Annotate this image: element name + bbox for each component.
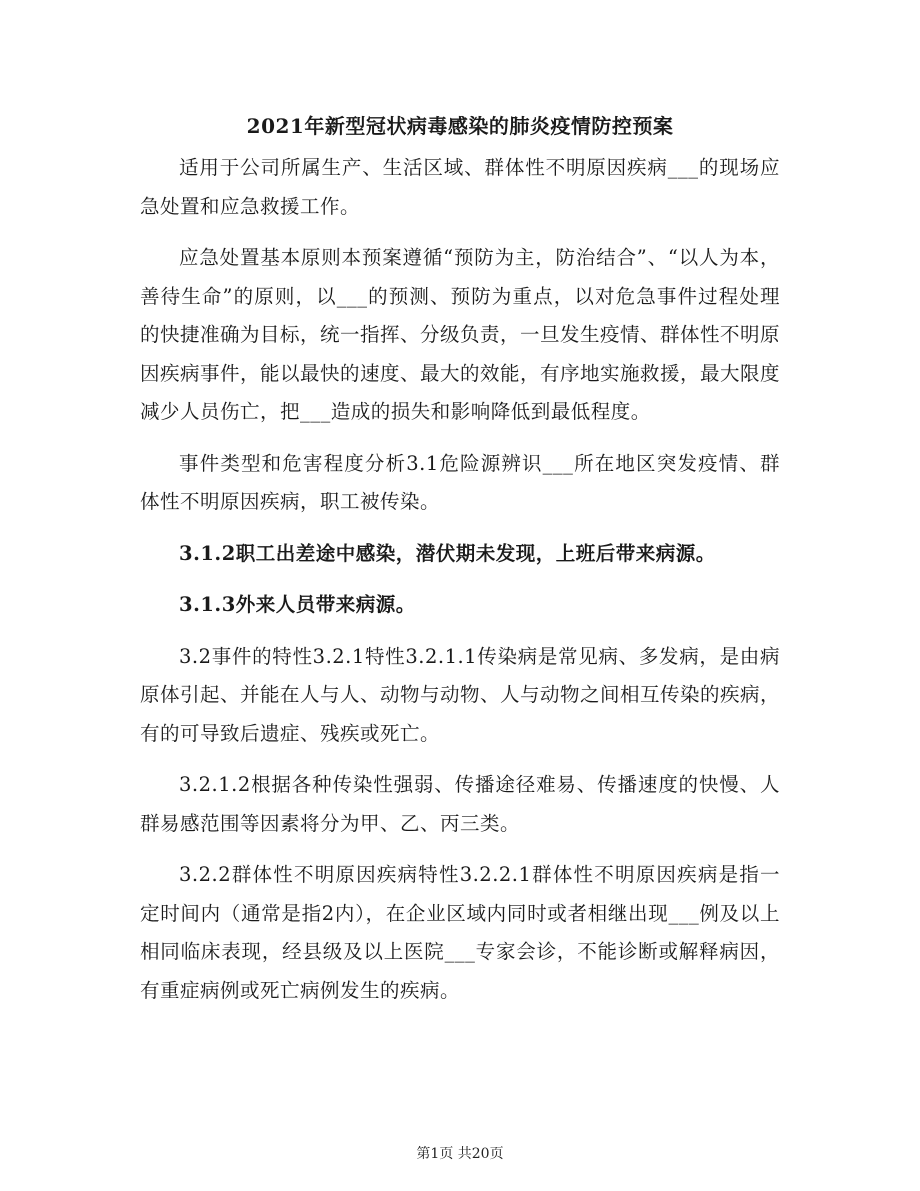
document-body (140, 149, 780, 1023)
paragraph: 适用于公司所属生产、生活区域、群体性不明原因疾病___的现场应急处置和应急救援工作。 (140, 156, 780, 218)
paragraph: 3.2.1.2根据各种传染性强弱、传播途径难易、传播速度的快慢、人群易感范围等因素将分为甲、乙、丙三类。 (140, 773, 780, 835)
paragraph: 3.2事件的特性3.2.1特性3.2.1.1传染病是常见病、多发病，是由病原体引起、并能在人与人、动物与动物、人与动物之间相互传染的疾病，有的可导致后遗症、残疾或死亡。 (140, 644, 781, 745)
page-title: 2021年新型冠状病毒感染的肺炎疫情防控预案 (246, 114, 674, 138)
paragraph: 3.2.2群体性不明原因疾病特性3.2.2.1群体性不明原因疾病是指一定时间内（通常是指2内），在企业区域内同时或者相继出现___例及以上相同临床表现，经县级及以上医院___专家会诊，不能诊断或解释病因，有重症病例或死亡病例发生的疾病。 (140, 863, 780, 1002)
paragraph-bold: 3.1.3外来人员带来病源。 (179, 593, 416, 616)
paragraph: 事件类型和危害程度分析3.1危险源辨识___所在地区突发疫情、群体性不明原因疾病，职工被传染。 (140, 451, 780, 513)
page-footer: 第1页 共20页 (416, 1146, 504, 1162)
paragraph-bold: 3.1.2职工出差途中感染，潜伏期未发现，上班后带来病源。 (179, 541, 716, 565)
paragraph: 应急处置基本原则本预案遵循“预防为主，防治结合”、“以人为本，善待生命”的原则，以___的预测、预防为重点，以对危急事件过程处理的快捷准确为目标，统一指挥、分级负责，一旦发生疫情、群体性不明原因疾病事件，能以最快的速度、最大的效能，有序地实施救援，最大限度减少人员伤亡，把___造成的损失和影响降低到最低程度。 (140, 246, 781, 423)
